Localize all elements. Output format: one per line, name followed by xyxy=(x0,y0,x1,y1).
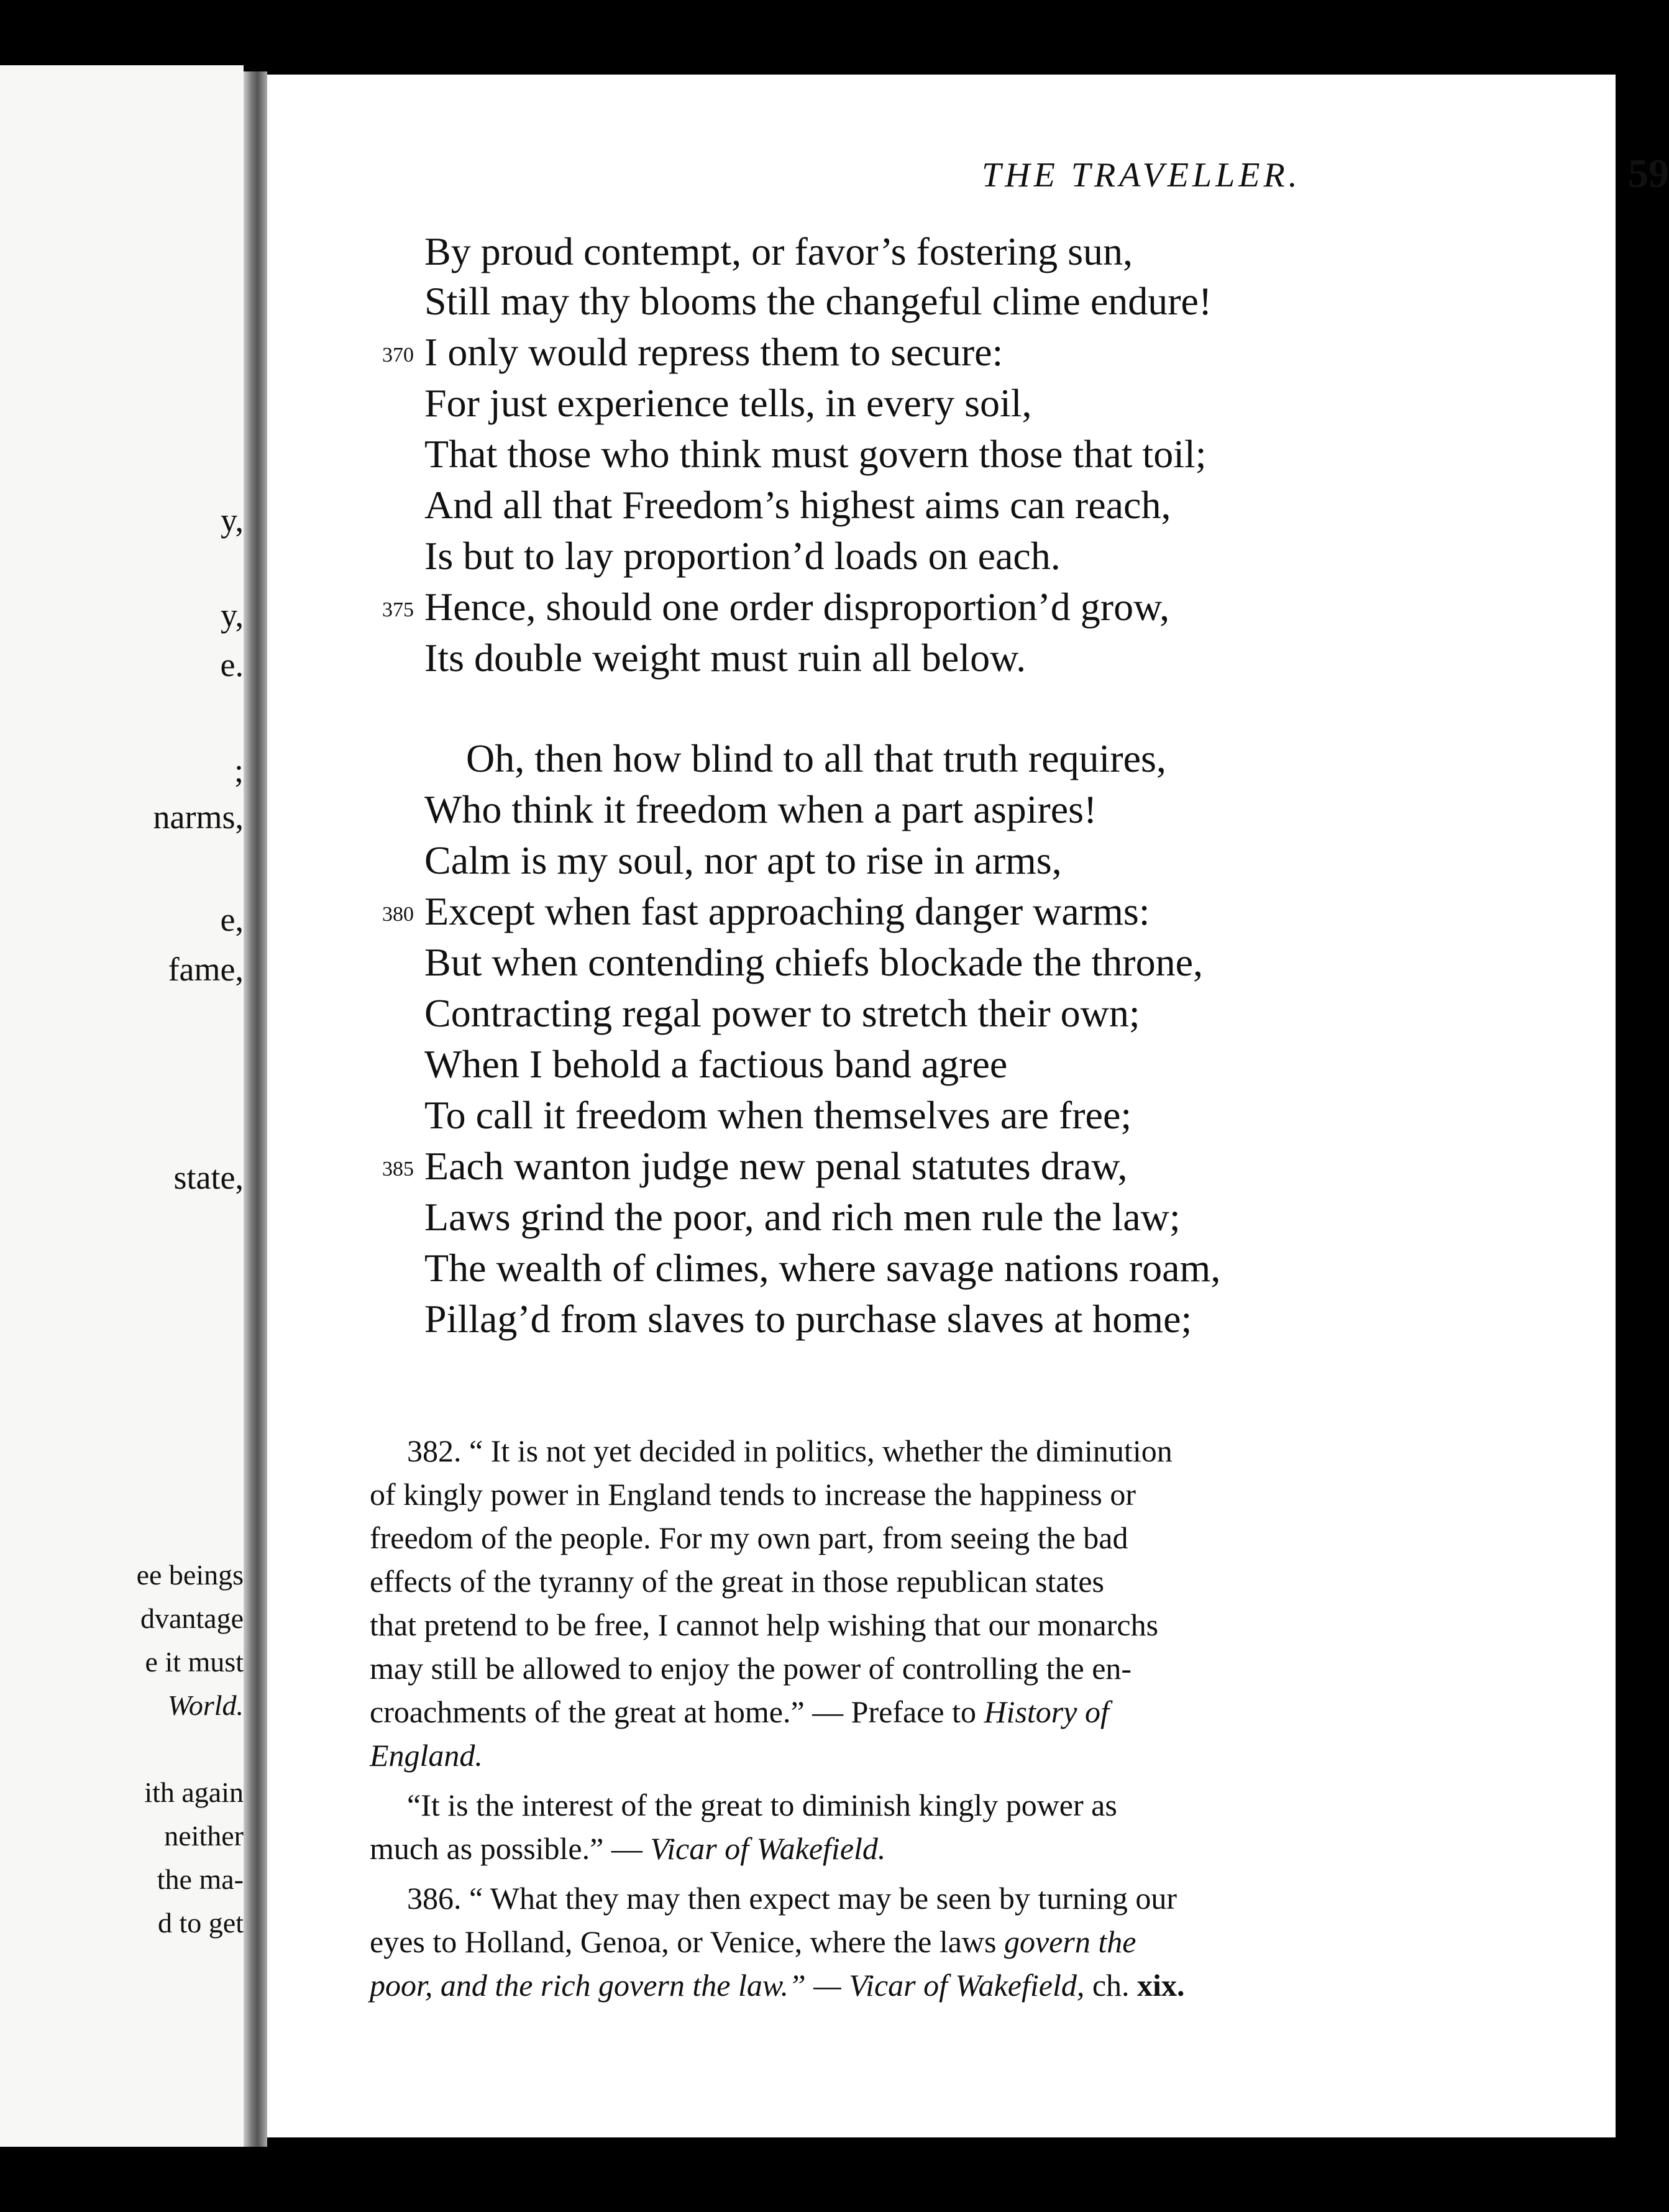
source-title: England. xyxy=(370,1738,483,1773)
footnote-386-line: eyes to Holland, Genoa, or Venice, where the laws govern the xyxy=(370,1924,1136,1959)
verse-line: Each wanton judge new penal statutes draw, xyxy=(424,1144,1128,1188)
verse-line: Oh, then how blind to all that truth requires, xyxy=(466,736,1166,780)
verse-line: I only would repress them to secure: xyxy=(424,330,1004,374)
left-text-fragment: fame, xyxy=(168,951,244,988)
verse-line: Is but to lay proportion’d loads on each. xyxy=(424,534,1061,578)
verse-line: Still may thy blooms the changeful clime endure! xyxy=(424,279,1212,323)
previous-page-fragment xyxy=(0,65,244,2147)
verse-line: Contracting regal power to stretch their own; xyxy=(424,991,1140,1035)
verse-line: To call it freedom when themselves are free; xyxy=(424,1093,1132,1137)
footnote-382-line: of kingly power in England tends to increase the happiness or xyxy=(370,1477,1136,1512)
line-number: 370 xyxy=(382,344,414,367)
left-text-fragment: y, xyxy=(221,501,244,539)
vicar-quote-line: “It is the interest of the great to diminish kingly power as xyxy=(407,1788,1117,1822)
left-text-fragment: e. xyxy=(220,646,244,683)
line-number: 375 xyxy=(382,598,414,621)
line-number: 385 xyxy=(382,1158,414,1181)
left-text-fragment: ; xyxy=(234,752,244,789)
left-note-fragment: d to get xyxy=(158,1907,244,1939)
left-note-fragment: dvantage xyxy=(140,1602,244,1634)
left-text-fragment: narms, xyxy=(153,798,244,836)
left-note-fragment: the ma- xyxy=(157,1863,244,1895)
left-text-fragment: e, xyxy=(220,901,244,938)
verse-line: Laws grind the poor, and rich men rule the law; xyxy=(424,1195,1181,1239)
verse-line: And all that Freedom’s highest aims can reach, xyxy=(424,483,1171,527)
source-title: History of xyxy=(984,1694,1109,1729)
verse-line: Its double weight must ruin all below. xyxy=(424,636,1027,680)
footnote-382-line: croachments of the great at home.” — Preface to History of xyxy=(370,1694,1109,1729)
verse-line: Who think it freedom when a part aspires! xyxy=(424,787,1097,831)
footnote-382-line: 382. “ It is not yet decided in politics, whether the diminution xyxy=(407,1433,1173,1468)
line-number: 380 xyxy=(382,903,414,926)
verse-line: By proud contempt, or favor’s fostering sun, xyxy=(424,229,1133,273)
verse-line: That those who think must govern those that toil; xyxy=(424,432,1207,476)
footnote-382-line: freedom of the people. For my own part, from seeing the bad xyxy=(370,1520,1128,1555)
page-number: 59 xyxy=(1628,151,1669,196)
left-note-fragment: neither xyxy=(164,1820,244,1852)
verse-line: When I behold a factious band agree xyxy=(424,1042,1008,1086)
book-page xyxy=(267,75,1669,2137)
verse-line: Calm is my soul, nor apt to rise in arms, xyxy=(424,838,1062,882)
left-text-fragment: y, xyxy=(221,596,244,634)
left-note-fragment: e it must xyxy=(145,1646,244,1678)
verse-line: Pillag’d from slaves to purchase slaves at home; xyxy=(424,1297,1192,1341)
footnote-382-line: effects of the tyranny of the great in those republican states xyxy=(370,1564,1104,1599)
source-title: Vicar of Wakefield. xyxy=(650,1831,886,1866)
verse-line: Except when fast approaching danger warms: xyxy=(424,889,1150,933)
left-note-fragment: World. xyxy=(167,1689,244,1721)
footnote-386-line: 386. “ What they may then expect may be seen by turning our xyxy=(407,1881,1177,1916)
footnote-382-line: may still be allowed to enjoy the power of controlling the en- xyxy=(370,1651,1132,1686)
book-gutter xyxy=(244,71,267,2147)
running-head: THE TRAVELLER. xyxy=(982,156,1301,194)
footnote-number: 382. xyxy=(407,1433,462,1468)
footnote-386-line: poor, and the rich govern the law.” — Vicar of Wakefield, ch. xix. xyxy=(370,1968,1185,2003)
left-text-fragment: state, xyxy=(173,1159,244,1196)
vicar-quote-line: much as possible.” — Vicar of Wakefield. xyxy=(370,1831,886,1866)
verse-line: The wealth of climes, where savage nations roam, xyxy=(424,1246,1221,1290)
footnote-number: 386. xyxy=(407,1881,462,1916)
footnote-382-line: that pretend to be free, I cannot help wishing that our monarchs xyxy=(370,1607,1159,1642)
verse-line: For just experience tells, in every soil, xyxy=(424,381,1032,425)
verse-line: But when contending chiefs blockade the throne, xyxy=(424,940,1203,984)
verse-line: Hence, should one order disproportion’d grow, xyxy=(424,585,1170,629)
left-note-fragment: ee beings xyxy=(136,1559,244,1591)
left-note-fragment: ith again xyxy=(144,1776,244,1808)
